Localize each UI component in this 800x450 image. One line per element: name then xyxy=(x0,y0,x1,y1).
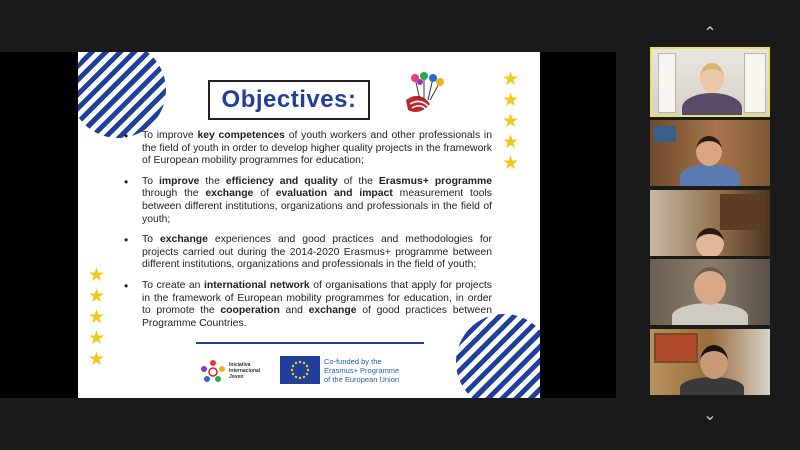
participant-tile-1[interactable] xyxy=(650,47,770,117)
eu-cofunded-text: Co-funded by the Erasmus+ Programme of the European Union xyxy=(324,357,400,384)
star-icon: ★ xyxy=(88,286,106,307)
star-icon: ★ xyxy=(88,307,106,328)
star-column-left xyxy=(88,266,105,370)
objective-text: experiences and good practices and methodologies for projects carried out during the 2014-2020 Erasmus+ programme between different institutions, organizations and professionals in the field of youth; xyxy=(142,234,492,271)
objective-emphasis: key competences xyxy=(197,130,285,141)
objective-emphasis: efficiency and quality xyxy=(225,175,338,187)
objective-text: of xyxy=(253,188,276,200)
objective-emphasis: evaluation and impact xyxy=(275,188,393,200)
objective-emphasis: exchange xyxy=(159,234,208,246)
slide-title-box xyxy=(208,80,370,120)
wall-picture xyxy=(654,126,676,142)
participant-body xyxy=(680,164,740,186)
objective-emphasis: Erasmus+ programme xyxy=(378,175,493,187)
objective-emphasis: international network xyxy=(203,279,310,291)
star-icon: ★ xyxy=(88,349,106,370)
participant-face xyxy=(696,136,722,166)
chevron-up-icon[interactable]: ⌃ xyxy=(703,25,717,42)
objective-text: of youth workers and other professionals in the field of youth in order to develop higher quality projects in the framework of European mobility programmes for education; xyxy=(142,130,493,167)
objective-emphasis: cooperation xyxy=(220,305,280,317)
objective-item xyxy=(118,280,492,330)
striped-circle-decoration xyxy=(78,52,166,138)
participant-face xyxy=(694,267,726,305)
participant-tile-4[interactable] xyxy=(650,259,770,325)
people-circle-icon xyxy=(200,359,226,383)
participant-face xyxy=(700,345,728,379)
objective-text: of the xyxy=(337,175,379,187)
bookshelf xyxy=(744,53,766,113)
objective-emphasis: improve xyxy=(158,175,200,187)
slide-title: Objectives: xyxy=(221,86,357,113)
objective-emphasis: exchange xyxy=(205,188,254,200)
participant-face xyxy=(700,63,724,93)
objective-text: To xyxy=(142,234,160,246)
objective-text: of organisations that apply for projects in the framework of European mobility programmes for education, in order to promote the xyxy=(142,279,492,317)
star-icon: ★ xyxy=(88,265,106,286)
objective-text: To improve xyxy=(142,130,198,141)
star-column-right xyxy=(502,70,519,174)
objectives-list xyxy=(118,130,492,338)
objective-item xyxy=(118,176,492,226)
iij-text: Iniciativa Internacional Joven xyxy=(229,362,261,380)
shelf-unit xyxy=(720,194,766,230)
participant-tile-2[interactable] xyxy=(650,120,770,186)
star-icon: ★ xyxy=(88,328,106,349)
eu-flag-icon xyxy=(280,356,320,384)
objective-text: the xyxy=(199,175,226,187)
participant-body xyxy=(682,93,742,117)
star-icon: ★ xyxy=(502,90,520,111)
wall-painting xyxy=(654,333,698,363)
objective-text: through the xyxy=(142,188,206,200)
participant-tile-3[interactable] xyxy=(650,190,770,256)
objective-text: To xyxy=(142,175,159,187)
star-icon: ★ xyxy=(502,153,520,174)
participant-tile-5[interactable] xyxy=(650,329,770,395)
objective-item xyxy=(118,234,492,272)
presentation-slide xyxy=(78,52,540,398)
chevron-down-icon[interactable]: ⌄ xyxy=(703,407,717,424)
juggling-logo-icon xyxy=(400,70,452,118)
footer-divider xyxy=(196,342,424,344)
star-icon: ★ xyxy=(502,111,520,132)
objective-text: of good practices between Programme Countries. xyxy=(142,305,492,329)
bookshelf xyxy=(658,53,676,113)
star-icon: ★ xyxy=(502,69,520,90)
iij-logo xyxy=(200,356,272,386)
objective-text: measurement tools between different institutions, organizations and professionals in the field of youth; xyxy=(142,188,492,225)
star-icon: ★ xyxy=(502,132,520,153)
participant-body xyxy=(672,303,748,325)
participant-body xyxy=(680,377,744,395)
objective-text: and xyxy=(279,305,309,317)
objective-text: To create an xyxy=(142,279,204,291)
participant-face xyxy=(696,228,724,256)
objective-emphasis: exchange xyxy=(308,305,357,317)
objective-item xyxy=(118,130,492,168)
